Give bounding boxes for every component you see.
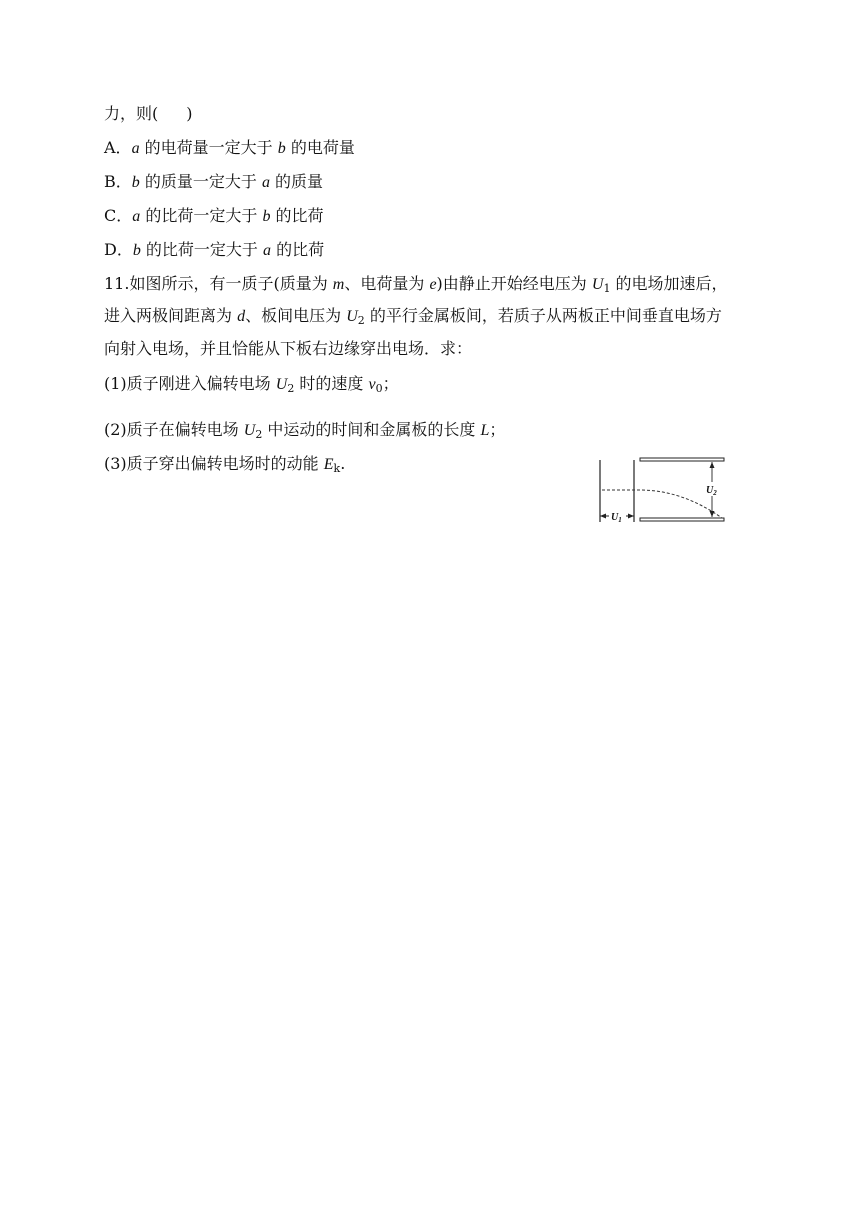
- u2-label: $U_2$: [706, 485, 717, 497]
- u1-arrow-head-right: [628, 514, 634, 519]
- option-d: D．b 的比荷一定大于 a 的比荷: [104, 240, 325, 259]
- sub-question-2: (2)质子在偏转电场 $U_2$ 中运动的时间和金属板的长度 L；: [104, 420, 506, 441]
- prev-question-tail-text: 力，则(: [104, 104, 159, 123]
- question-11-line-3: 向射入电场，并且恰能从下板右边缘穿出电场．求：: [104, 339, 473, 358]
- u2-arrow-head-top: [710, 462, 715, 468]
- upper-deflection-plate: [640, 458, 724, 461]
- question-11-line-2: 进入两极间距离为 d、板间电压为 $U_2$ 的平行金属板间，若质子从两板正中间垂直电场方: [104, 306, 722, 327]
- option-c: C．a 的比荷一定大于 b 的比荷: [104, 206, 324, 225]
- sub-question-3: (3)质子穿出偏转电场时的动能 $E_k$.: [104, 454, 346, 475]
- u1-arrow-head-left: [600, 514, 606, 519]
- parallel-plate-diagram: [592, 452, 732, 528]
- u2-arrow-head-bottom: [710, 511, 715, 517]
- question-11-line-1: 11.如图所示，有一质子(质量为 m、电荷量为 e)由静止开始经电压为 $U_1$ 的电场加速后，: [104, 274, 728, 295]
- option-a: A．a 的电荷量一定大于 b 的电荷量: [104, 138, 355, 157]
- u1-label: $U_1$: [611, 512, 622, 524]
- option-b: B．b 的质量一定大于 a 的质量: [104, 172, 324, 191]
- prev-question-tail: 力，则( ): [104, 104, 193, 123]
- lower-deflection-plate: [640, 518, 724, 521]
- sub-question-1: (1)质子刚进入偏转电场 $U_2$ 时的速度 $v_0$；: [104, 374, 399, 395]
